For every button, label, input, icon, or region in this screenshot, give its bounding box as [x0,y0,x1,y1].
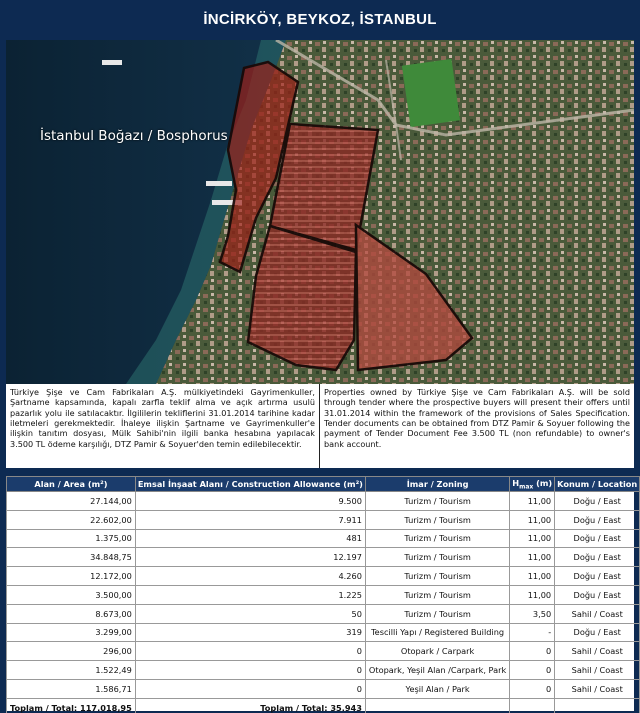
cell-construction: 7.911 [135,510,365,529]
cell-hmax: 11,00 [510,567,555,586]
cell-area: 1.375,00 [7,529,136,548]
header-hmax-sub: max [519,483,534,491]
header-hmax [510,477,555,492]
cell-location: Doğu / East [555,567,640,586]
table-row [7,585,640,604]
cell-construction: 9.500 [135,492,365,511]
description-turkish: Türkiye Şişe ve Cam Fabrikaları A.Ş. mülkiyetindeki Gayrimenkuller, Şartname kapsamında, kapalı zarfla teklif alma ve açık artırma usulü pazarlık yolu ile satılacaktır. İlgililerin tekliflerini 31.01.2014 tarihine kadar iletmeleri gerekmektedir. İhaleye ilişkin Şartname ve Gayrimenkuller'e ilişkin tanıtım dosyası, Mülk Sahibi'nin ilgili banka hesabına yapılacak 3.500 TL ödeme karşılığı, DTZ Pamir & Soyuer'den temin edilebilecektir. [6,384,320,468]
table-header-row [7,477,640,492]
cell-location: Doğu / East [555,585,640,604]
parcel-table [6,476,640,713]
header-construction: Emsal İnşaat Alanı / Construction Allowance (m²) [135,477,365,492]
cell-construction: 50 [135,604,365,623]
cell-zoning: Turizm / Tourism [365,604,509,623]
cell-area: 3.500,00 [7,585,136,604]
table-total-row [7,698,640,713]
cell-area: 8.673,00 [7,604,136,623]
cell-zoning: Otopark, Yeşil Alan /Carpark, Park [365,661,509,680]
cell-location: Sahil / Coast [555,679,640,698]
cell-location: Doğu / East [555,492,640,511]
table-row [7,548,640,567]
description-panel [6,384,634,468]
cell-area: 27.144,00 [7,492,136,511]
aerial-photo [6,40,634,384]
aerial-map-graphic [6,40,634,384]
table-row [7,510,640,529]
cell-construction: 1.225 [135,585,365,604]
cell-hmax: 0 [510,661,555,680]
cell-area: 3.299,00 [7,623,136,642]
cell-hmax: 11,00 [510,510,555,529]
table-row [7,661,640,680]
cell-hmax: 11,00 [510,585,555,604]
table-row [7,529,640,548]
cell-location: Doğu / East [555,623,640,642]
cell-construction: 4.260 [135,567,365,586]
cell-construction: 481 [135,529,365,548]
cell-location: Doğu / East [555,529,640,548]
cell-area: 296,00 [7,642,136,661]
cell-zoning: Tescilli Yapı / Registered Building [365,623,509,642]
table-row [7,642,640,661]
header-hmax-main: H [512,477,520,488]
cell-construction: 0 [135,642,365,661]
cell-hmax: 11,00 [510,529,555,548]
cell-zoning: Turizm / Tourism [365,510,509,529]
cell-construction: 12.197 [135,548,365,567]
total-area: Toplam / Total: 117.018,95 [7,698,136,713]
table-row [7,679,640,698]
cell-location: Doğu / East [555,548,640,567]
table-row [7,567,640,586]
cell-location: Sahil / Coast [555,604,640,623]
cell-hmax: 11,00 [510,548,555,567]
table-row [7,623,640,642]
cell-construction: 319 [135,623,365,642]
cell-area: 1.522,49 [7,661,136,680]
cell-area: 22.602,00 [7,510,136,529]
cell-zoning: Turizm / Tourism [365,492,509,511]
cell-zoning: Turizm / Tourism [365,567,509,586]
bosphorus-label: İstanbul Boğazı / Bosphorus [40,128,228,144]
cell-construction: 0 [135,661,365,680]
cell-zoning: Turizm / Tourism [365,548,509,567]
cell-hmax: - [510,623,555,642]
total-empty-zoning [365,698,509,713]
parcel-table-container [6,476,638,713]
header-location: Konum / Location [555,477,640,492]
cell-location: Sahil / Coast [555,642,640,661]
header-area: Alan / Area (m²) [7,477,136,492]
cell-zoning: Otopark / Carpark [365,642,509,661]
total-construction: Toplam / Total: 35.943 [135,698,365,713]
cell-hmax: 0 [510,679,555,698]
page-title: İNCİRKÖY, BEYKOZ, İSTANBUL [0,0,640,38]
description-english: Properties owned by Türkiye Şişe ve Cam Fabrikaları A.Ş. will be sold through tender where the prospective buyers will present their offers until 31.01.2014 within the framework of the provisions of Sales Specification. Tender documents can be obtained from DTZ Pamir & Soyuer following the payment of Tender Document Fee 3.500 TL (non refundable) to owner's bank account. [324,387,630,449]
total-empty-location [555,698,640,713]
header-zoning: İmar / Zoning [365,477,509,492]
cell-hmax: 0 [510,642,555,661]
total-empty-hmax [510,698,555,713]
header-hmax-unit: (m) [533,477,553,488]
cell-zoning: Yeşil Alan / Park [365,679,509,698]
cell-area: 1.586,71 [7,679,136,698]
cell-hmax: 3,50 [510,604,555,623]
cell-area: 34.848,75 [7,548,136,567]
cell-area: 12.172,00 [7,567,136,586]
cell-hmax: 11,00 [510,492,555,511]
table-row [7,492,640,511]
cell-construction: 0 [135,679,365,698]
cell-zoning: Turizm / Tourism [365,529,509,548]
cell-location: Doğu / East [555,510,640,529]
cell-zoning: Turizm / Tourism [365,585,509,604]
cell-location: Sahil / Coast [555,661,640,680]
table-row [7,604,640,623]
